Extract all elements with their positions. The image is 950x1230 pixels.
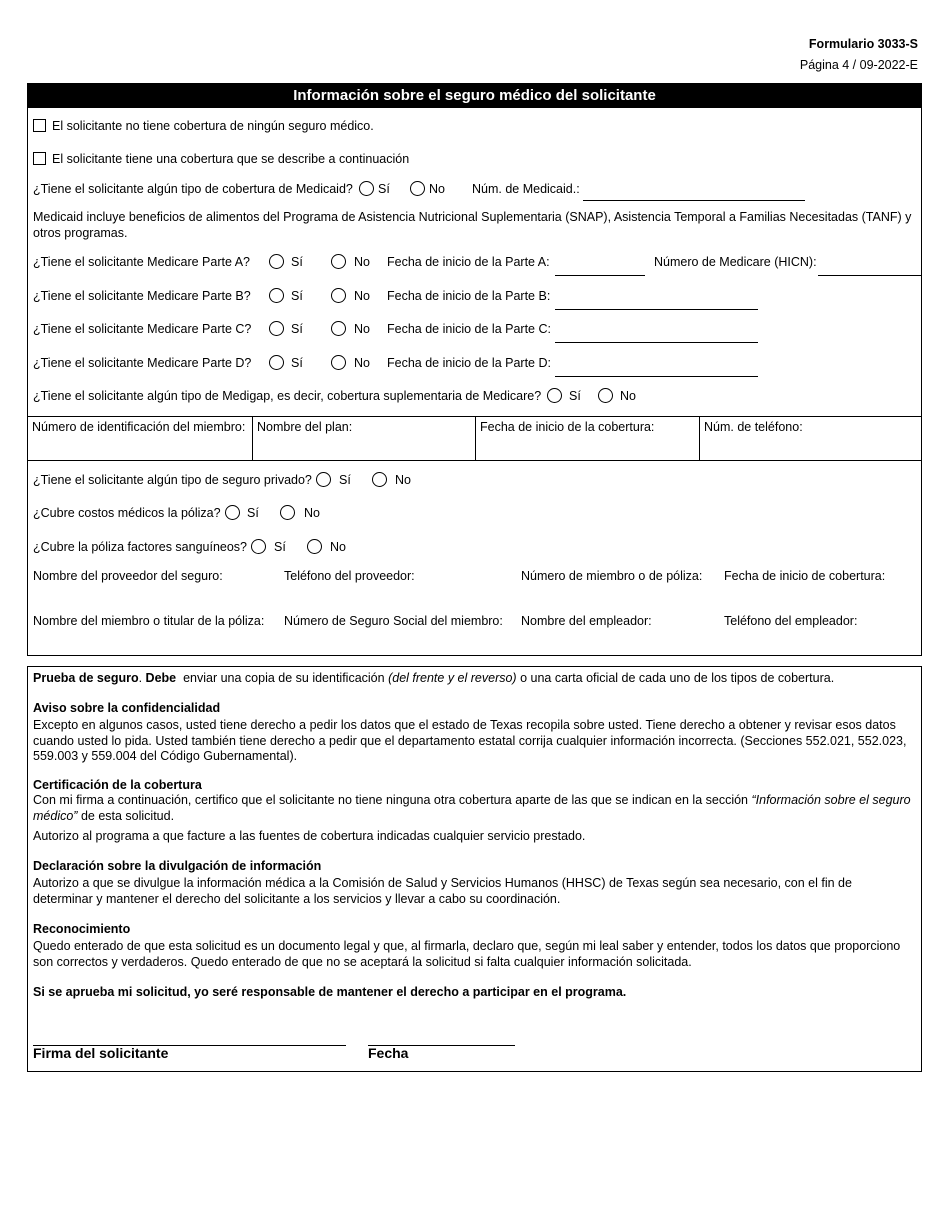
medicare-c-date-field[interactable] (555, 325, 758, 343)
medicare-b-row (28, 287, 921, 305)
medicare-b-question: ¿Tiene el solicitante Medicare Parte B? (33, 289, 251, 303)
medicaid-yes-label: Sí (378, 182, 390, 196)
insurance-info-section (27, 83, 922, 656)
medicaid-note: Medicaid incluye beneficios de alimentos del Programa de Asistencia Nutricional Suplementaria (SNAP), Asistencia Temporal a Familias Necesitadas (TANF) y otros programas. (33, 210, 912, 240)
member-ssn-label: Número de Seguro Social del miembro: (284, 614, 503, 628)
medicare-c-no-label: No (354, 322, 370, 336)
hicn-label: Número de Medicare (HICN): (654, 255, 817, 269)
private-no-radio[interactable] (372, 472, 387, 487)
proof-dot: . (138, 671, 146, 685)
proof-must: Debe (145, 671, 177, 685)
medicare-d-date-field[interactable] (555, 359, 758, 377)
private-yes-label: Sí (339, 473, 351, 487)
cert-text-2: de esta solicitud. (77, 808, 175, 823)
has-coverage-checkbox[interactable] (33, 152, 46, 165)
medicaid-no-radio[interactable] (410, 181, 425, 196)
plan-name-cell[interactable] (252, 417, 475, 460)
medicare-d-no-radio[interactable] (331, 355, 346, 370)
page-info: Página 4 / 09-2022-E (799, 58, 918, 72)
medicare-d-row (28, 354, 921, 372)
medicaid-yes-radio[interactable] (359, 181, 374, 196)
medical-costs-yes-label: Sí (247, 506, 259, 520)
coverage-start-label: Fecha de inicio de la cobertura: (480, 420, 655, 434)
proof-italic: (del frente y el reverso) (388, 671, 517, 685)
medicaid-number-label: Núm. de Medicaid.: (472, 182, 580, 196)
cert-text-1: Con mi firma a continuación, certifico que el solicitante no tiene ninguna otra cobertura aparte de las que se indican en la sección (33, 793, 752, 807)
hicn-field[interactable] (818, 258, 921, 276)
holder-name-label: Nombre del miembro o titular de la póliza: (33, 614, 265, 628)
medicare-b-date-field[interactable] (555, 292, 758, 310)
medicare-c-yes-label: Sí (291, 322, 303, 336)
holder-row (28, 612, 921, 630)
medicare-d-yes-label: Sí (291, 356, 303, 370)
disclosure-text: Autorizo a que se divulgue la información médica a la Comisión de Salud y Servicios Humanos (HHSC) de Texas según sea necesario, con el fin de determinar y mantener el derecho del solicitante a los servicios y llevar a cabo su coordinación. (33, 876, 852, 906)
cert-title: Certificación de la cobertura (33, 778, 202, 792)
no-coverage-row (28, 117, 921, 135)
medicare-b-yes-radio[interactable] (269, 288, 284, 303)
medicare-a-yes-label: Sí (291, 255, 303, 269)
signature-label: Firma del solicitante (33, 1045, 169, 1061)
medicare-d-date-label: Fecha de inicio de la Parte D: (387, 356, 551, 370)
authorize-text: Autorizo al programa a que facture a las fuentes de cobertura indicadas cualquier servicio prestado. (33, 829, 586, 843)
member-id-label: Número de identificación del miembro: (32, 420, 246, 434)
coverage-start-cell[interactable] (475, 417, 699, 460)
cert-italic: “Información sobre el seguro médico” (33, 793, 911, 823)
medicare-a-yes-radio[interactable] (269, 254, 284, 269)
medicare-b-no-radio[interactable] (331, 288, 346, 303)
certification-section (27, 666, 922, 1072)
medicare-b-no-label: No (354, 289, 370, 303)
medical-costs-no-label: No (304, 506, 320, 520)
blood-no-label: No (330, 540, 346, 554)
medical-costs-yes-radio[interactable] (225, 505, 240, 520)
medigap-yes-label: Sí (569, 389, 581, 403)
date-label: Fecha (368, 1045, 409, 1061)
medigap-question: ¿Tiene el solicitante algún tipo de Medigap, es decir, cobertura suplementaria de Medicare? (33, 389, 542, 403)
medicare-b-date-label: Fecha de inicio de la Parte B: (387, 289, 551, 303)
member-id-cell[interactable] (28, 417, 252, 460)
medical-costs-question: ¿Cubre costos médicos la póliza? (33, 506, 221, 520)
has-coverage-row (28, 150, 921, 168)
provider-row (28, 567, 921, 585)
medical-costs-row (28, 504, 921, 522)
has-coverage-label: El solicitante tiene una cobertura que se describe a continuación (52, 152, 410, 166)
blood-factors-row (28, 538, 921, 556)
medicare-d-question: ¿Tiene el solicitante Medicare Parte D? (33, 356, 252, 370)
private-no-label: No (395, 473, 411, 487)
privacy-text: Excepto en algunos casos, usted tiene derecho a pedir los datos que el estado de Texas recopila sobre usted. Tiene derecho a obtener y revisar esos datos cuando usted lo pida. Usted también tiene derecho a pedir que el departamento estatal corrija cualquier información incorrecta. (Secciones 552.021, 552.023, 559.003 y 559.004 del Código Gubernamental). (33, 718, 907, 763)
medigap-no-label: No (620, 389, 636, 403)
disclosure-title: Declaración sobre la divulgación de información (33, 859, 322, 873)
medicare-a-date-field[interactable] (555, 258, 645, 276)
medicare-a-no-label: No (354, 255, 370, 269)
section-title: Información sobre el seguro médico del solicitante (28, 84, 921, 108)
blood-yes-label: Sí (274, 540, 286, 554)
coverage-start-date-label: Fecha de inicio de cobertura: (724, 569, 886, 583)
medigap-yes-radio[interactable] (547, 388, 562, 403)
medicare-c-date-label: Fecha de inicio de la Parte C: (387, 322, 551, 336)
no-coverage-checkbox[interactable] (33, 119, 46, 132)
medicare-c-question: ¿Tiene el solicitante Medicare Parte C? (33, 322, 252, 336)
privacy-title: Aviso sobre la confidencialidad (33, 701, 221, 715)
proof-title: Prueba de seguro (33, 671, 139, 685)
blood-yes-radio[interactable] (251, 539, 266, 554)
medicaid-no-label: No (429, 182, 445, 196)
proof-text-2: o una carta oficial de cada uno de los tipos de cobertura. (516, 671, 835, 685)
blood-no-radio[interactable] (307, 539, 322, 554)
medicare-c-no-radio[interactable] (331, 321, 346, 336)
medical-costs-no-radio[interactable] (280, 505, 295, 520)
provider-name-label: Nombre del proveedor del seguro: (33, 569, 223, 583)
private-insurance-row (28, 471, 921, 489)
plan-name-label: Nombre del plan: (257, 420, 353, 434)
private-yes-radio[interactable] (316, 472, 331, 487)
responsibility-text: Si se aprueba mi solicitud, yo seré responsable de mantener el derecho a participar en el programa. (33, 985, 627, 999)
medigap-no-radio[interactable] (598, 388, 613, 403)
no-coverage-label: El solicitante no tiene cobertura de ningún seguro médico. (52, 119, 374, 133)
medicaid-number-field[interactable] (583, 183, 805, 201)
provider-phone-label: Teléfono del proveedor: (284, 569, 415, 583)
medicare-c-row (28, 320, 921, 338)
cert-text (33, 793, 913, 824)
phone-label: Núm. de teléfono: (704, 420, 803, 434)
medicare-a-no-radio[interactable] (331, 254, 346, 269)
medicaid-row (28, 180, 921, 198)
medicare-d-yes-radio[interactable] (269, 355, 284, 370)
medicare-d-no-label: No (354, 356, 370, 370)
employer-name-label: Nombre del empleador: (521, 614, 652, 628)
medigap-details-grid (28, 416, 921, 461)
employer-phone-label: Teléfono del empleador: (724, 614, 858, 628)
medicare-b-yes-label: Sí (291, 289, 303, 303)
medicare-c-yes-radio[interactable] (269, 321, 284, 336)
phone-cell[interactable] (699, 417, 921, 460)
medicare-a-question: ¿Tiene el solicitante Medicare Parte A? (33, 255, 251, 269)
blood-factors-question: ¿Cubre la póliza factores sanguíneos? (33, 540, 248, 554)
medicare-a-date-label: Fecha de inicio de la Parte A: (387, 255, 550, 269)
medigap-row (28, 387, 921, 405)
form-number: Formulario 3033-S (808, 37, 918, 51)
medicaid-question: ¿Tiene el solicitante algún tipo de cobertura de Medicaid? (33, 182, 353, 196)
proof-text-1: enviar una copia de su identificación (176, 671, 389, 685)
medicare-a-row (28, 253, 921, 271)
ack-title: Reconocimiento (33, 922, 131, 936)
private-insurance-question: ¿Tiene el solicitante algún tipo de seguro privado? (33, 473, 312, 487)
member-policy-label: Número de miembro o de póliza: (521, 569, 703, 583)
ack-text: Quedo enterado de que esta solicitud es un documento legal y que, al firmarla, declaro que, según mi leal saber y entender, todos los datos que proporciono son correctos y verdaderos. Quedo enterado de que no se aceptará la solicitud si falta cualquier información solicitada. (33, 939, 901, 969)
proof-of-insurance (33, 671, 913, 687)
